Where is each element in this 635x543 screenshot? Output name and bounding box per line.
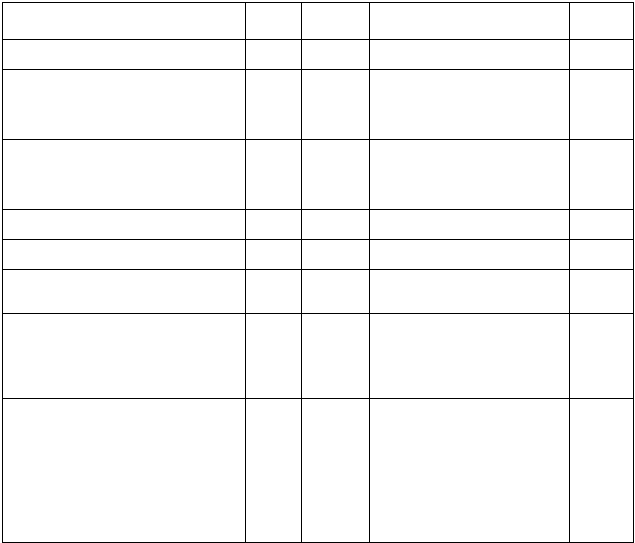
afternoon-subjects <box>370 270 570 314</box>
subject-code <box>246 519 301 531</box>
morning-codes <box>246 270 302 314</box>
subject-code <box>570 447 633 459</box>
table-row <box>3 399 634 543</box>
exam-date <box>302 314 370 399</box>
table-row <box>3 270 634 314</box>
subject-line <box>3 176 245 188</box>
subject-code <box>246 507 301 519</box>
table-row <box>3 314 634 399</box>
subject-code <box>246 106 301 118</box>
subject-line <box>370 399 569 411</box>
subject-line <box>3 94 245 106</box>
subject-line <box>3 362 245 374</box>
no-afternoon-exam-mark <box>370 40 570 70</box>
subject-line <box>3 495 245 507</box>
subject-code <box>570 140 633 152</box>
subject-line <box>3 507 245 519</box>
afternoon-subjects <box>370 70 570 140</box>
subject-code <box>246 459 301 471</box>
weekday <box>302 255 369 267</box>
subject-code <box>246 282 301 294</box>
weekday <box>302 105 369 117</box>
date-value <box>302 280 369 292</box>
table-row <box>3 140 634 210</box>
subject-code <box>246 411 301 423</box>
subject-code <box>246 338 301 350</box>
subject-code <box>570 399 633 411</box>
subject-code <box>246 164 301 176</box>
exam-date <box>302 40 370 70</box>
subject-line <box>3 483 245 495</box>
no-afternoon-code-mark <box>570 40 634 70</box>
no-afternoon-exam-mark <box>370 210 570 240</box>
subject-line <box>3 294 245 306</box>
subject-code <box>570 282 633 294</box>
subject-line <box>3 152 245 164</box>
subject-line <box>3 164 245 176</box>
morning-header <box>3 3 246 40</box>
afternoon-header <box>370 3 570 40</box>
subject-line <box>3 411 245 423</box>
table-row <box>3 240 634 270</box>
subject-line <box>3 374 245 386</box>
exam-routine-table <box>2 2 634 543</box>
subject-code <box>246 399 301 411</box>
subject-line <box>3 338 245 350</box>
subject-line <box>3 314 245 326</box>
exam-date <box>302 70 370 140</box>
subject-line <box>370 338 569 350</box>
subject-code <box>246 210 301 222</box>
afternoon-codes <box>570 270 634 314</box>
morning-codes <box>246 399 302 543</box>
subject-code <box>246 176 301 188</box>
afternoon-codes <box>570 314 634 399</box>
no-afternoon-exam-mark <box>370 240 570 270</box>
subject-code <box>246 483 301 495</box>
subject-line <box>370 314 569 326</box>
table-row <box>3 210 634 240</box>
subject-code <box>246 252 301 264</box>
morning-subjects <box>3 240 246 270</box>
morning-codes <box>246 40 302 70</box>
morning-title <box>3 9 245 21</box>
exam-date <box>302 210 370 240</box>
subject-code <box>246 362 301 374</box>
subject-line <box>3 70 245 82</box>
subject-line <box>3 423 245 435</box>
header-row <box>3 3 634 40</box>
morning-subjects <box>3 210 246 240</box>
afternoon-codes <box>570 140 634 210</box>
subject-line <box>3 252 245 264</box>
exam-date <box>302 270 370 314</box>
weekday <box>302 55 369 67</box>
afternoon-subjects <box>370 140 570 210</box>
subject-line <box>370 326 569 338</box>
exam-date <box>302 140 370 210</box>
subject-line <box>3 326 245 338</box>
subject-line <box>3 82 245 94</box>
subject-code <box>246 270 301 282</box>
subject-code <box>570 423 633 435</box>
subject-code <box>570 411 633 423</box>
code-header <box>246 3 302 40</box>
subject-line <box>3 435 245 447</box>
subject-line <box>3 386 245 398</box>
date-value <box>302 213 369 225</box>
subject-code <box>246 495 301 507</box>
subject-line <box>3 188 245 200</box>
subject-line <box>370 447 569 459</box>
subject-line <box>370 294 569 306</box>
morning-codes <box>246 210 302 240</box>
subject-line <box>370 435 569 447</box>
table-row <box>3 40 634 70</box>
subject-code <box>570 294 633 306</box>
subject-code <box>246 40 301 52</box>
subject-code <box>246 152 301 164</box>
afternoon-subjects <box>370 399 570 543</box>
subject-code <box>246 326 301 338</box>
subject-code <box>246 423 301 435</box>
morning-subjects <box>3 270 246 314</box>
subject-line <box>3 471 245 483</box>
subject-code <box>246 140 301 152</box>
date-value <box>302 93 369 105</box>
subject-code <box>246 447 301 459</box>
date-header <box>302 3 370 40</box>
afternoon-subjects <box>370 314 570 399</box>
subject-code <box>570 435 633 447</box>
subject-code <box>246 118 301 130</box>
subject-code <box>246 471 301 483</box>
subject-line <box>370 282 569 294</box>
afternoon-title <box>370 9 569 21</box>
afternoon-codes <box>570 399 634 543</box>
subject-line <box>3 350 245 362</box>
subject-line <box>3 399 245 411</box>
subject-line <box>3 240 245 252</box>
subject-line <box>3 447 245 459</box>
subject-line <box>3 140 245 152</box>
exam-date <box>302 240 370 270</box>
date-value <box>302 344 369 356</box>
subject-line <box>3 282 245 294</box>
subject-line <box>370 423 569 435</box>
weekday <box>302 225 369 237</box>
subject-line <box>370 152 569 164</box>
subject-code <box>246 350 301 362</box>
date-value <box>302 163 369 175</box>
subject-code <box>246 222 301 234</box>
date-value <box>302 459 369 471</box>
morning-subjects <box>3 40 246 70</box>
subject-code <box>246 70 301 82</box>
subject-line <box>3 459 245 471</box>
subject-code <box>570 82 633 94</box>
subject-code <box>246 82 301 94</box>
subject-line <box>3 106 245 118</box>
weekday <box>302 292 369 304</box>
morning-codes <box>246 140 302 210</box>
subject-code <box>246 52 301 64</box>
subject-line <box>3 40 245 52</box>
no-afternoon-code-mark <box>570 240 634 270</box>
no-afternoon-code-mark <box>570 210 634 240</box>
subject-code <box>246 314 301 326</box>
subject-code <box>246 435 301 447</box>
afternoon-time <box>370 21 569 33</box>
subject-code <box>570 326 633 338</box>
morning-time <box>3 21 245 33</box>
afternoon-codes <box>570 70 634 140</box>
subject-code <box>570 152 633 164</box>
morning-subjects <box>3 399 246 543</box>
morning-subjects <box>3 314 246 399</box>
table-row <box>3 70 634 140</box>
subject-code <box>570 338 633 350</box>
subject-code <box>246 240 301 252</box>
subject-code <box>570 70 633 82</box>
code-header-2 <box>570 3 634 40</box>
subject-line <box>3 210 245 222</box>
subject-code <box>246 374 301 386</box>
subject-code <box>570 314 633 326</box>
subject-line <box>3 519 245 531</box>
morning-codes <box>246 314 302 399</box>
subject-line <box>370 411 569 423</box>
subject-line <box>370 82 569 94</box>
subject-line <box>3 52 245 64</box>
morning-codes <box>246 70 302 140</box>
subject-line <box>370 70 569 82</box>
morning-subjects <box>3 140 246 210</box>
date-value <box>302 243 369 255</box>
date-value <box>302 43 369 55</box>
weekday <box>302 471 369 483</box>
subject-code <box>246 386 301 398</box>
subject-line <box>370 140 569 152</box>
subject-code <box>570 270 633 282</box>
subject-line <box>3 118 245 130</box>
exam-date <box>302 399 370 543</box>
subject-code <box>246 188 301 200</box>
morning-codes <box>246 240 302 270</box>
subject-code <box>246 94 301 106</box>
subject-line <box>3 270 245 282</box>
subject-code <box>246 294 301 306</box>
subject-line <box>3 222 245 234</box>
weekday <box>302 356 369 368</box>
morning-subjects <box>3 70 246 140</box>
weekday <box>302 175 369 187</box>
subject-line <box>370 270 569 282</box>
